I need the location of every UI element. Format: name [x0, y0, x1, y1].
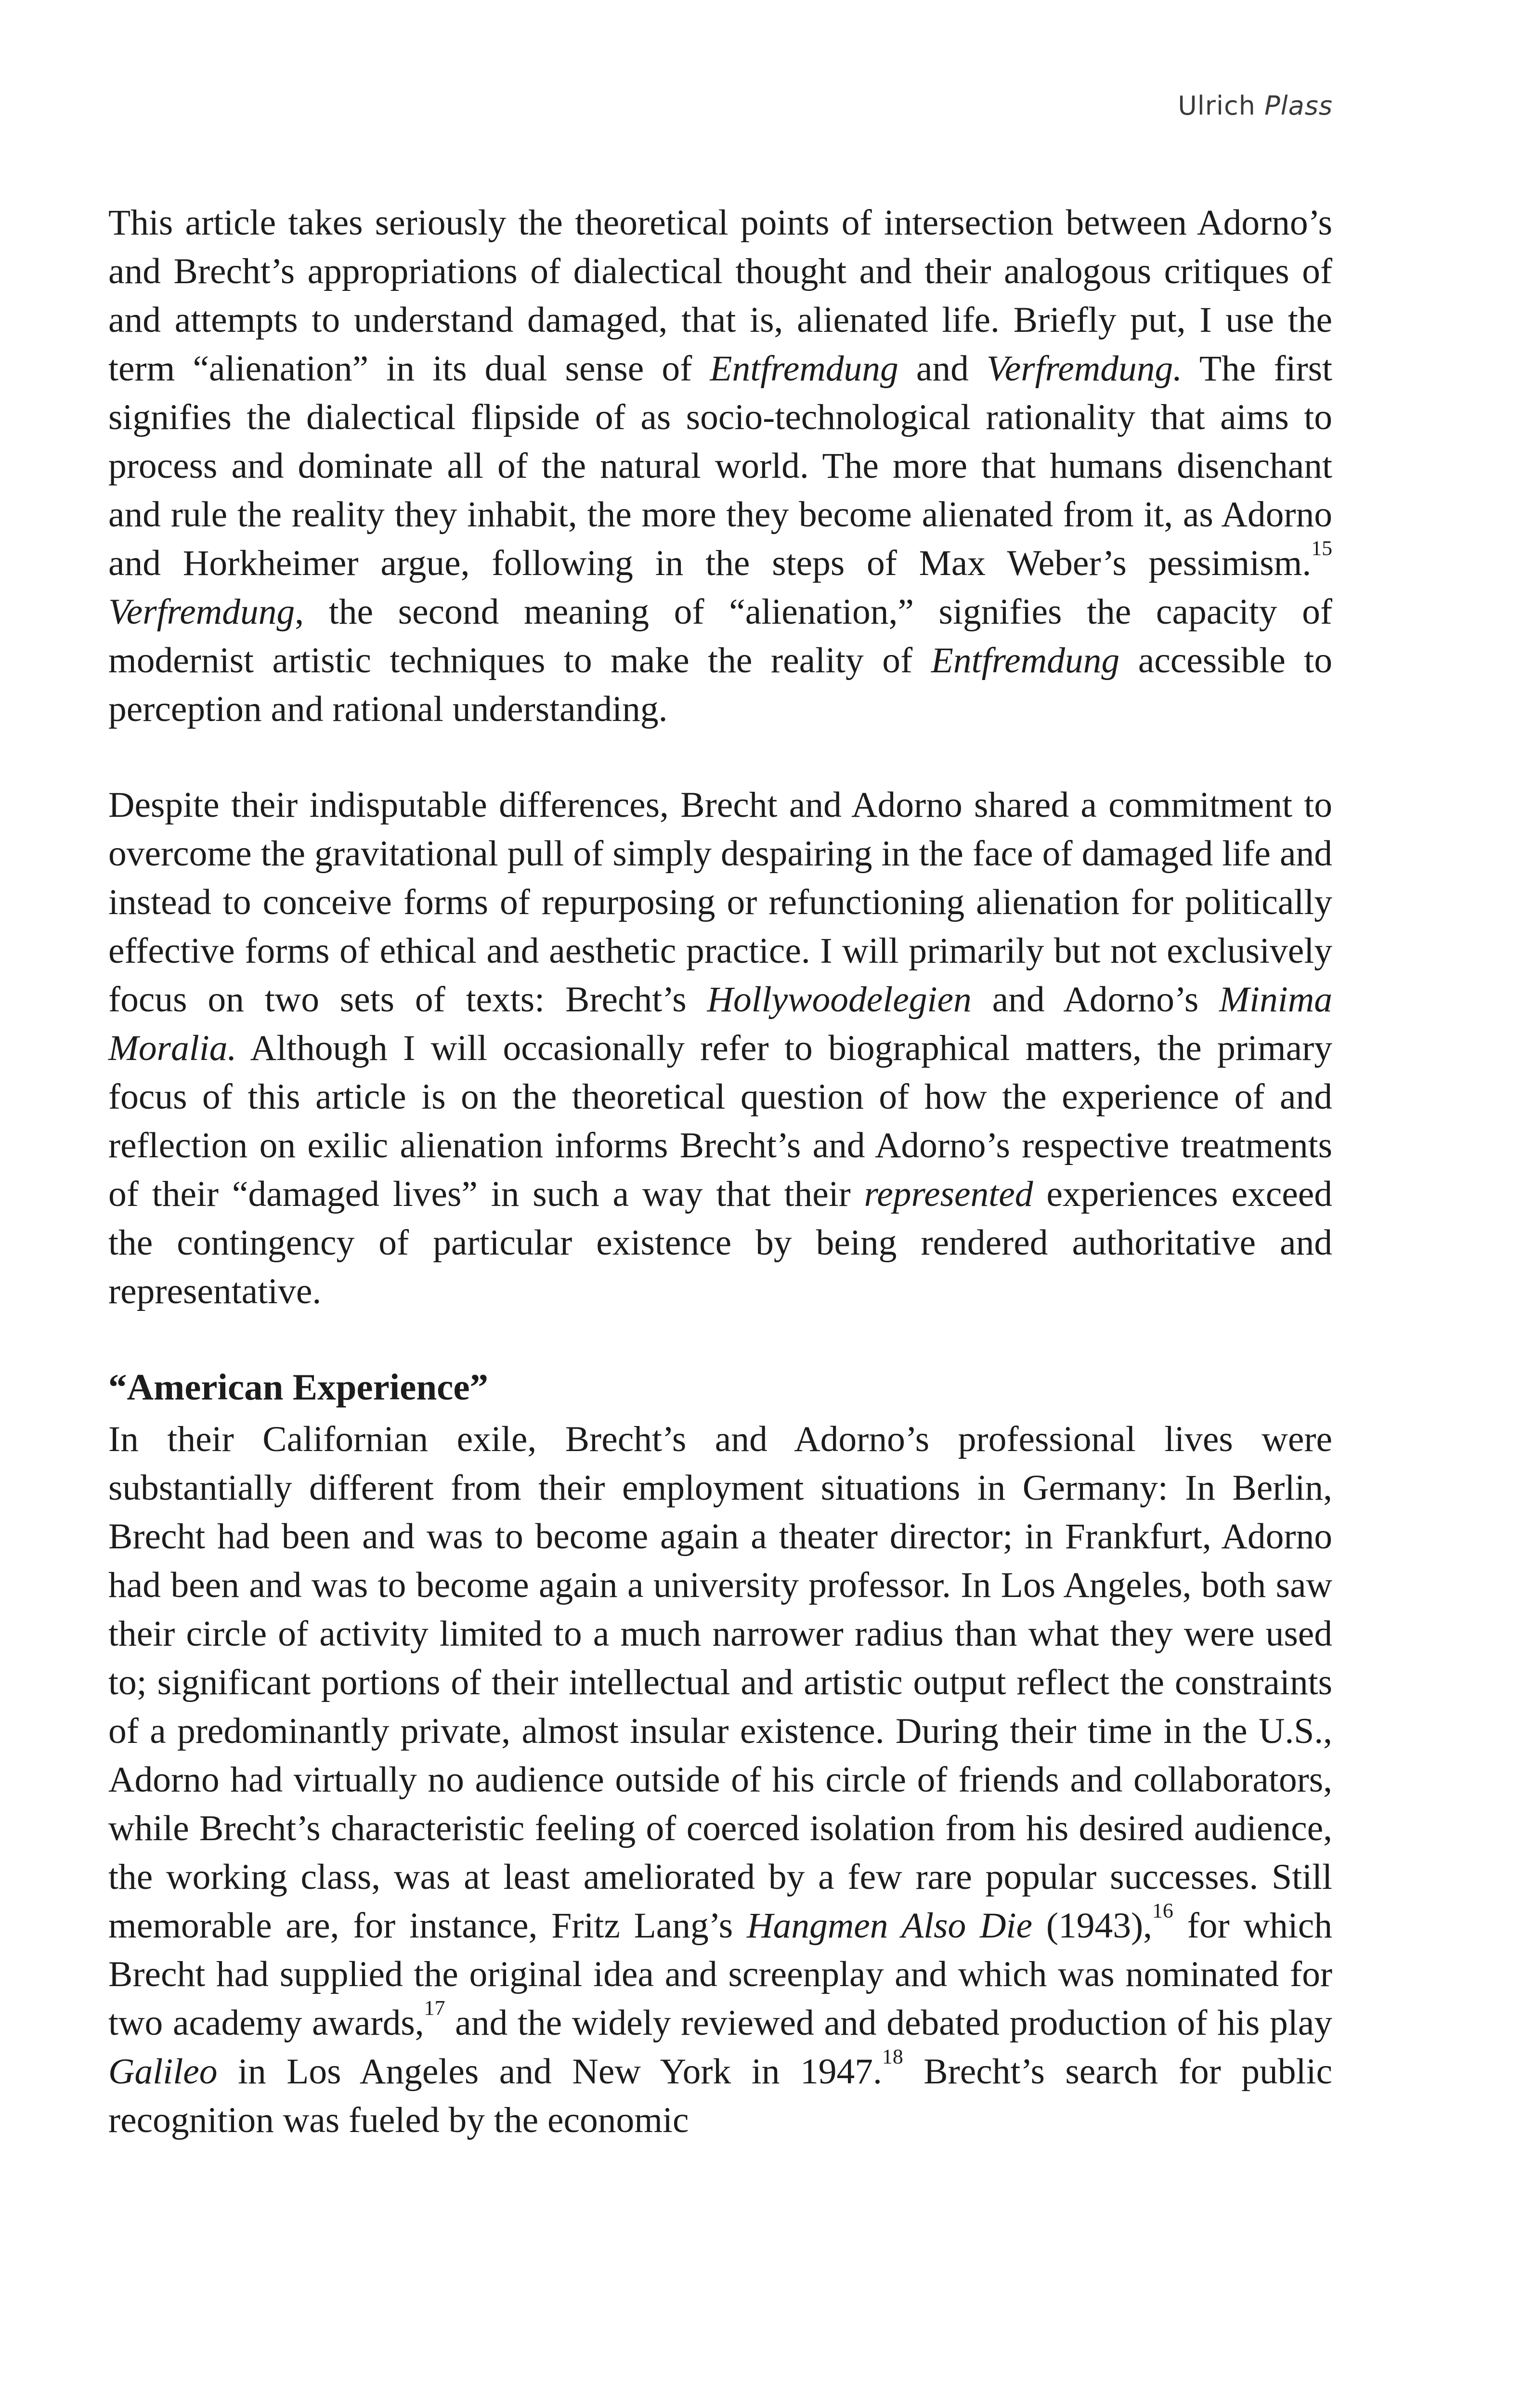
- footnote-ref-18: 18: [882, 2045, 903, 2068]
- text-run: Brecht’s search for public recognition was fueled by the economic: [108, 2052, 1332, 2140]
- text-run: This article takes seriously the theoretical points of intersection between Adorno’s and Brecht’s appropriations of dialectical thought and their analogous critiques of and attempts to understand damaged, that is, alienated life. Briefly put, I use the term “alienation” in its dual sense of: [108, 203, 1332, 389]
- italic-title: Hangmen Also Die: [746, 1906, 1033, 1946]
- italic-title: Hollywoodelegien: [707, 980, 972, 1020]
- article-body: [108, 198, 1332, 2145]
- author-first-name: Ulrich: [1178, 91, 1256, 121]
- italic-title: Minima Moralia.: [108, 980, 1332, 1068]
- text-run: (1943),: [1032, 1906, 1153, 1946]
- italic-title: Galileo: [108, 2052, 218, 2092]
- author-last-name: Plass: [1264, 91, 1333, 121]
- text-run: and: [898, 349, 987, 389]
- paragraph-2: [108, 781, 1332, 1316]
- italic-term: Entfremdung: [710, 349, 898, 389]
- running-head: [1178, 91, 1333, 121]
- text-run: for which Brecht had supplied the original idea and screenplay and which was nominated for two academy awards,: [108, 1906, 1333, 2043]
- footnote-ref-16: 16: [1152, 1899, 1173, 1923]
- text-run: Although I will occasionally refer to biographical matters, the primary focus of this article is on the theoretical question of how the experience of and reflection on exilic alienation informs Brecht’s and Adorno’s respective treatments of their “damaged lives” in such a way that their: [108, 1028, 1332, 1214]
- text-run: and Adorno’s: [971, 980, 1220, 1020]
- footnote-ref-17: 17: [424, 1996, 445, 2020]
- text-run: in Los Angeles and New York in 1947.: [217, 2052, 882, 2092]
- paragraph-1: [108, 198, 1332, 733]
- footnote-ref-15: 15: [1311, 537, 1332, 560]
- text-run: and the widely reviewed and debated production of his play: [445, 2003, 1332, 2043]
- text-run: The first signifies the dialectical flipside of as socio-technological rationality that aims to process and dominate all of the natural world. The more that humans disenchant and rule the reality they inhabit, the more they become alienated from it, as Adorno and Horkheimer argue, following in the steps of Max Weber’s pessimism.: [108, 349, 1333, 583]
- italic-term: Entfremdung: [931, 641, 1120, 681]
- section-heading: “American Experience”: [108, 1366, 489, 1408]
- text-run: accessible to perception and rational understanding.: [108, 641, 1332, 729]
- italic-term: Verfremdung.: [987, 349, 1183, 389]
- text-run: , the second meaning of “alienation,” signifies the capacity of modernist artistic techniques to make the reality of: [108, 592, 1332, 681]
- text-run: Despite their indisputable differences, Brecht and Adorno shared a commitment to overcome the gravitational pull of simply despairing in the face of damaged life and instead to conceive forms of repurposing or refunctioning alienation for politically effective forms of ethical and aesthetic practice. I will primarily but not exclusively focus on two sets of texts: Brecht’s: [108, 785, 1332, 1020]
- paragraph-3: [108, 1415, 1332, 2145]
- text-run: experiences exceed the contingency of particular existence by being rendered authoritative and representative.: [108, 1174, 1332, 1311]
- italic-term: represented: [864, 1174, 1033, 1214]
- italic-term: Verfremdung: [108, 592, 295, 632]
- text-run: In their Californian exile, Brecht’s and Adorno’s professional lives were substantially different from their employment situations in Germany: In Berlin, Brecht had been and was to become again a theater director; in Frankfurt, Adorno had been and was to become again a university professor. In Los Angeles, both saw their circle of activity limited to a much narrower radius than what they were used to; significant portions of their intellectual and artistic output reflect the constraints of a predominantly private, almost insular existence. During their time in the U.S., Adorno had virtually no audience outside of his circle of friends and collaborators, while Brecht’s characteristic feeling of coerced isolation from his desired audience, the working class, was at least ameliorated by a few rare popular successes. Still memorable are, for instance, Fritz Lang’s: [108, 1419, 1332, 1946]
